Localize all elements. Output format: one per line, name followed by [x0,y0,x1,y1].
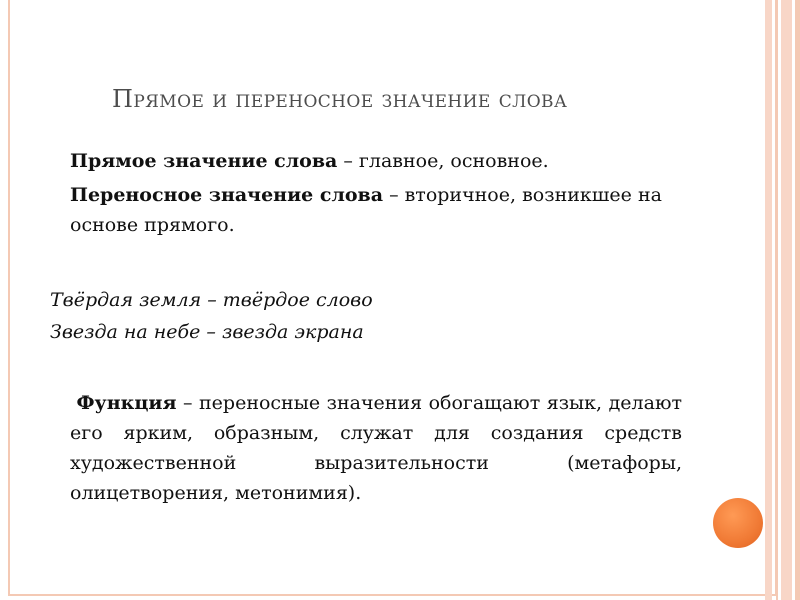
slide-title: Прямое и переносное значение слова [112,85,568,113]
definition-text: – вторичное, возникшее на основе прямого. [70,184,662,236]
example-line: Твёрдая земля – твёрдое слово [50,289,373,311]
definition-direct [70,146,549,176]
function-paragraph [70,388,682,508]
function-term: Функция [76,392,177,414]
decorative-stripe [795,0,800,600]
example-line: Звезда на небе – звезда экрана [50,321,364,343]
function-text: – переносные значения обогащают язык, делают его ярким, образным, служат для создания средств художественной выразительности (метафоры, олицетворения, метонимия). [70,392,682,504]
decorative-stripe [765,0,772,600]
definition-term: Прямое значение слова [70,150,338,172]
definition-term: Переносное значение слова [70,184,384,206]
accent-circle [713,498,763,548]
definition-text: – главное, основное. [337,150,549,172]
decorative-stripe [781,0,792,600]
decorative-stripe [776,0,778,600]
definition-figurative [70,180,690,240]
